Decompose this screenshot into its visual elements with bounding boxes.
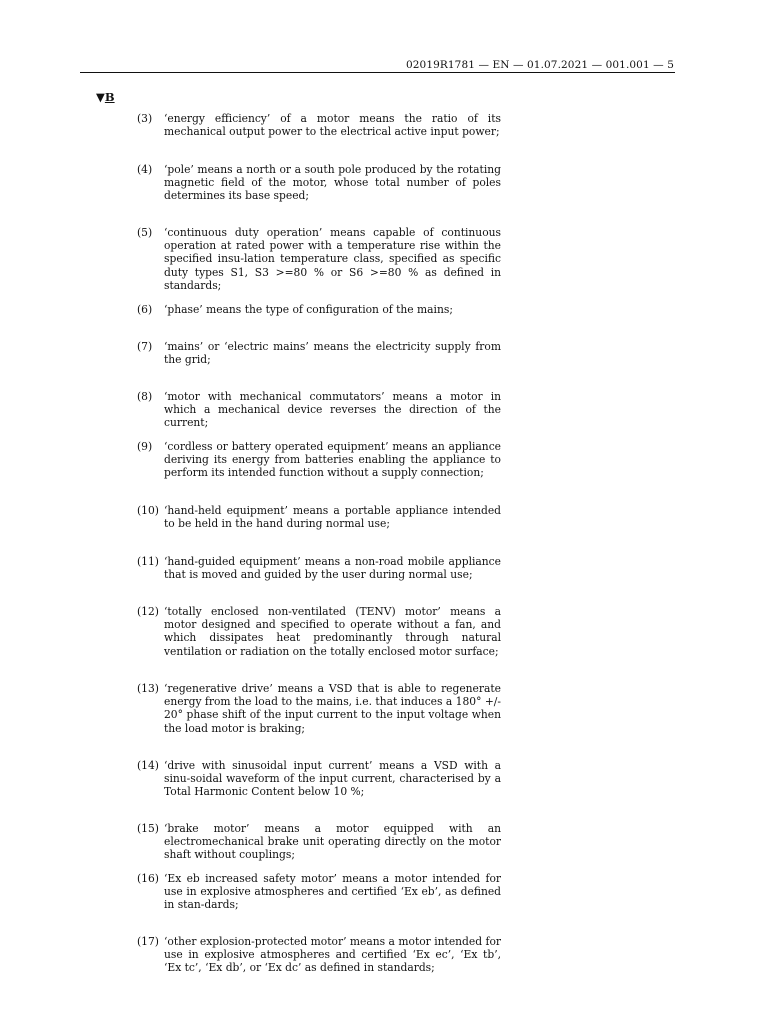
definition-number: (14) <box>137 759 159 772</box>
definition-item <box>137 555 501 581</box>
amendment-marker-letter: B <box>104 90 115 104</box>
definition-text: ‘phase’ means the type of configuration of the mains; <box>164 303 453 316</box>
page-header-reference: 02019R1781 — EN — 01.07.2021 — 001.001 — 5 <box>405 59 674 71</box>
definition-item <box>137 303 501 316</box>
definition-number: (7) <box>137 340 153 353</box>
definition-number: (17) <box>137 935 159 948</box>
definition-item <box>137 163 501 203</box>
definition-number: (10) <box>137 504 159 517</box>
definition-item <box>137 226 501 292</box>
definition-number: (9) <box>137 440 153 453</box>
definition-item <box>137 112 501 138</box>
definition-number: (3) <box>137 112 153 125</box>
definition-item <box>137 340 501 366</box>
definition-text: ‘brake motor’ means a motor equipped with an electromechanical brake unit operating directly on the motor shaft without couplings; <box>164 822 501 862</box>
definition-text: ‘energy efficiency’ of a motor means the ratio of its mechanical output power to the electrical active input power; <box>164 112 501 139</box>
header-rule <box>80 72 675 73</box>
definition-text: ‘other explosion-protected motor’ means a motor intended for use in explosive atmospheres and certified ‘Ex ec’, ‘Ex tb’, ‘Ex tc’, ‘Ex db’, or ‘Ex dc’ as defined in standards; <box>164 935 501 975</box>
definition-number: (12) <box>137 605 159 618</box>
definition-text: ‘totally enclosed non-ventilated (TENV) motor’ means a motor designed and specified to operate without a fan, and which dissipates heat predominantly through natural ventilation or radiation on the totally enclosed motor surface; <box>164 605 501 658</box>
definition-text: ‘motor with mechanical commutators’ means a motor in which a mechanical device reverses the direction of the current; <box>164 390 501 430</box>
definition-text: ‘hand-held equipment’ means a portable appliance intended to be held in the hand during normal use; <box>164 504 501 531</box>
definition-text: ‘regenerative drive’ means a VSD that is able to regenerate energy from the load to the mains, i.e. that induces a 180° +/- 20° phase shift of the input current to the input voltage when the load motor is braking; <box>164 682 501 735</box>
amendment-marker-arrow: ▼ <box>96 90 105 104</box>
definition-text: ‘drive with sinusoidal input current’ means a VSD with a sinu-soidal waveform of the input current, characterised by a Total Harmonic Content below 10 %; <box>164 759 501 799</box>
definition-item <box>137 390 501 430</box>
definition-text: ‘mains’ or ‘electric mains’ means the electricity supply from the grid; <box>164 340 501 367</box>
definition-item <box>137 759 501 799</box>
definition-number: (6) <box>137 303 153 316</box>
definition-number: (8) <box>137 390 153 403</box>
definition-text: ‘Ex eb increased safety motor’ means a motor intended for use in explosive atmospheres and certified ‘Ex eb’, as defined in stan-dards; <box>164 872 501 912</box>
definition-number: (13) <box>137 682 159 695</box>
definition-number: (5) <box>137 226 153 239</box>
definition-item <box>137 682 501 735</box>
definition-number: (4) <box>137 163 153 176</box>
definition-text: ‘cordless or battery operated equipment’ means an appliance deriving its energy from batteries enabling the appliance to perform its intended function without a supply connection; <box>164 440 501 480</box>
definition-text: ‘hand-guided equipment’ means a non-road mobile appliance that is moved and guided by the user during normal use; <box>164 555 501 582</box>
definition-text: ‘continuous duty operation’ means capable of continuous operation at rated power with a temperature rise within the specified insu-lation temperature class, specified as specific duty types S1, S3 >=80 % or S6 >=80 % as defined in standards; <box>164 226 501 292</box>
definition-number: (11) <box>137 555 159 568</box>
definition-item <box>137 440 501 480</box>
definition-item <box>137 504 501 530</box>
definition-number: (16) <box>137 872 159 885</box>
definition-text: ‘pole’ means a north or a south pole produced by the rotating magnetic field of the motor, whose total number of poles determines its base speed; <box>164 163 501 203</box>
definition-number: (15) <box>137 822 159 835</box>
definition-item <box>137 822 501 862</box>
definition-item <box>137 935 501 975</box>
definition-item <box>137 605 501 658</box>
amendment-marker <box>96 90 115 104</box>
definition-item <box>137 872 501 912</box>
